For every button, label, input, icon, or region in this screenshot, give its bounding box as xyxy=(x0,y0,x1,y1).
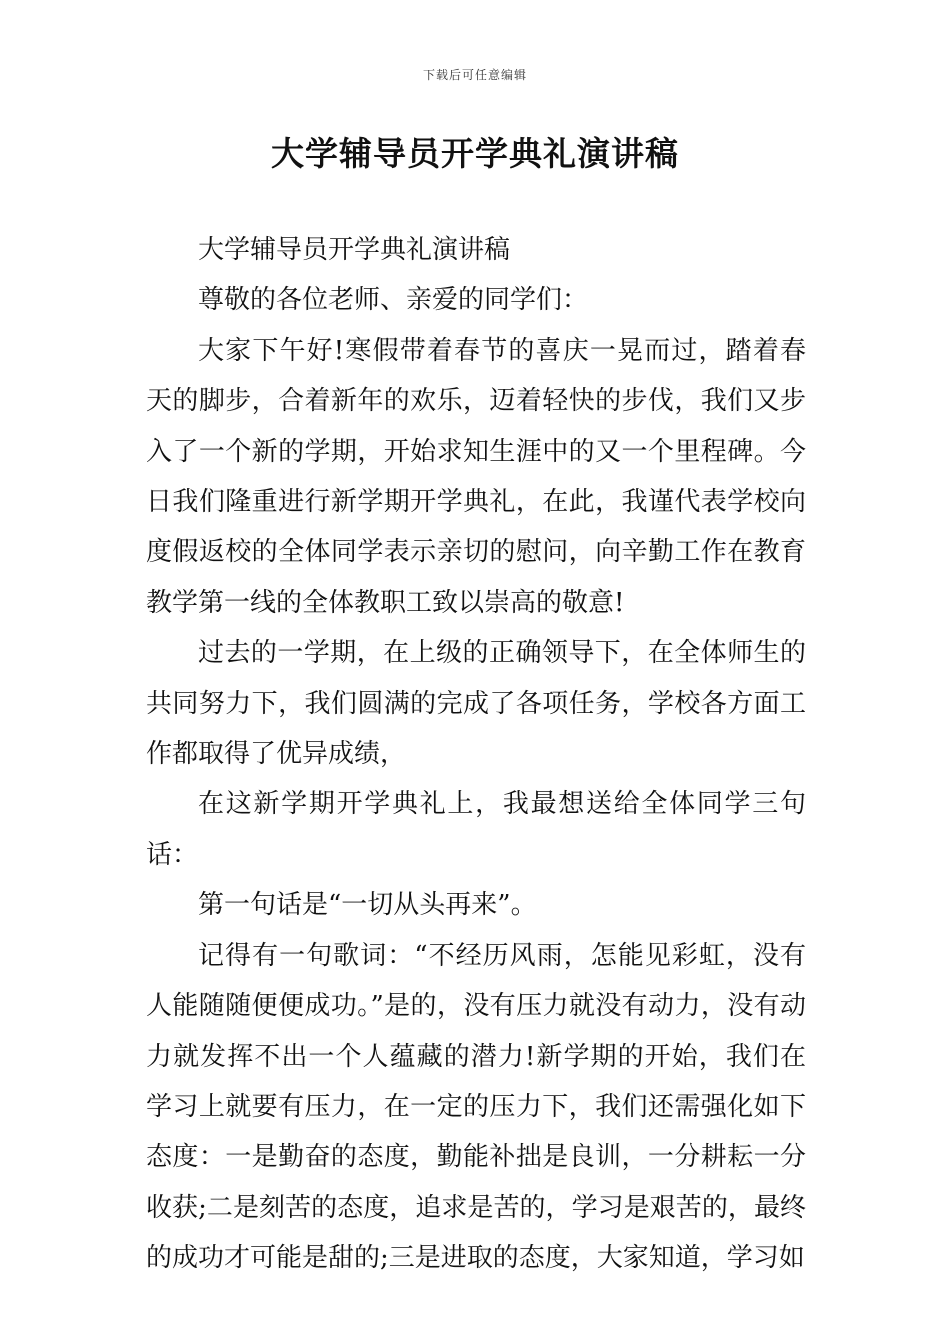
paragraph-review: 过去的一学期，在上级的正确领导下，在全体师生的共同努力下，我们圆满的完成了各项任务，学校各方面工作都取得了优异成绩， xyxy=(146,638,806,770)
paragraph-lyrics: 记得有一句歌词：“不经历风雨，怎能见彩虹，没有人能随随便便成功。”是的，没有压力就没有动力，没有动力就发挥不出一个人蕴藏的潜力!新学期的开始，我们在学习上就要有压力，在一定的压力下，我们还需强化如下态度：一是勤奋的态度，勤能补拙是良训，一分耕耘一分收获;二是刻苦的态度，追求是苦的，学习是艰苦的，最终的成功才可能是甜的;三是进取的态度，大家知道，学习如 xyxy=(146,940,806,1274)
paragraph-greeting: 大家下午好!寒假带着春节的喜庆一晃而过，踏着春天的脚步，合着新年的欢乐，迈着轻快的步伐，我们又步入了一个新的学期，开始求知生涯中的又一个里程碑。今日我们隆重进行新学期开学典礼，在此，我谨代表学校向度假返校的全体同学表示亲切的慰问，向辛勤工作在教育教学第一线的全体教职工致以崇高的敬意! xyxy=(146,335,806,618)
document-body xyxy=(146,225,806,1284)
header-note: 下载后可任意编辑 xyxy=(422,68,527,82)
paragraph-subtitle: 大学辅导员开学典礼演讲稿 xyxy=(198,235,511,265)
paragraph-salutation: 尊敬的各位老师、亲爱的同学们： xyxy=(198,285,589,316)
paragraph-first-sentence: 第一句话是“一切从头再来”。 xyxy=(198,890,537,921)
paragraph-three-sentences: 在这新学期开学典礼上，我最想送给全体同学三句话： xyxy=(146,789,806,870)
document-title: 大学辅导员开学典礼演讲稿 xyxy=(271,134,679,173)
